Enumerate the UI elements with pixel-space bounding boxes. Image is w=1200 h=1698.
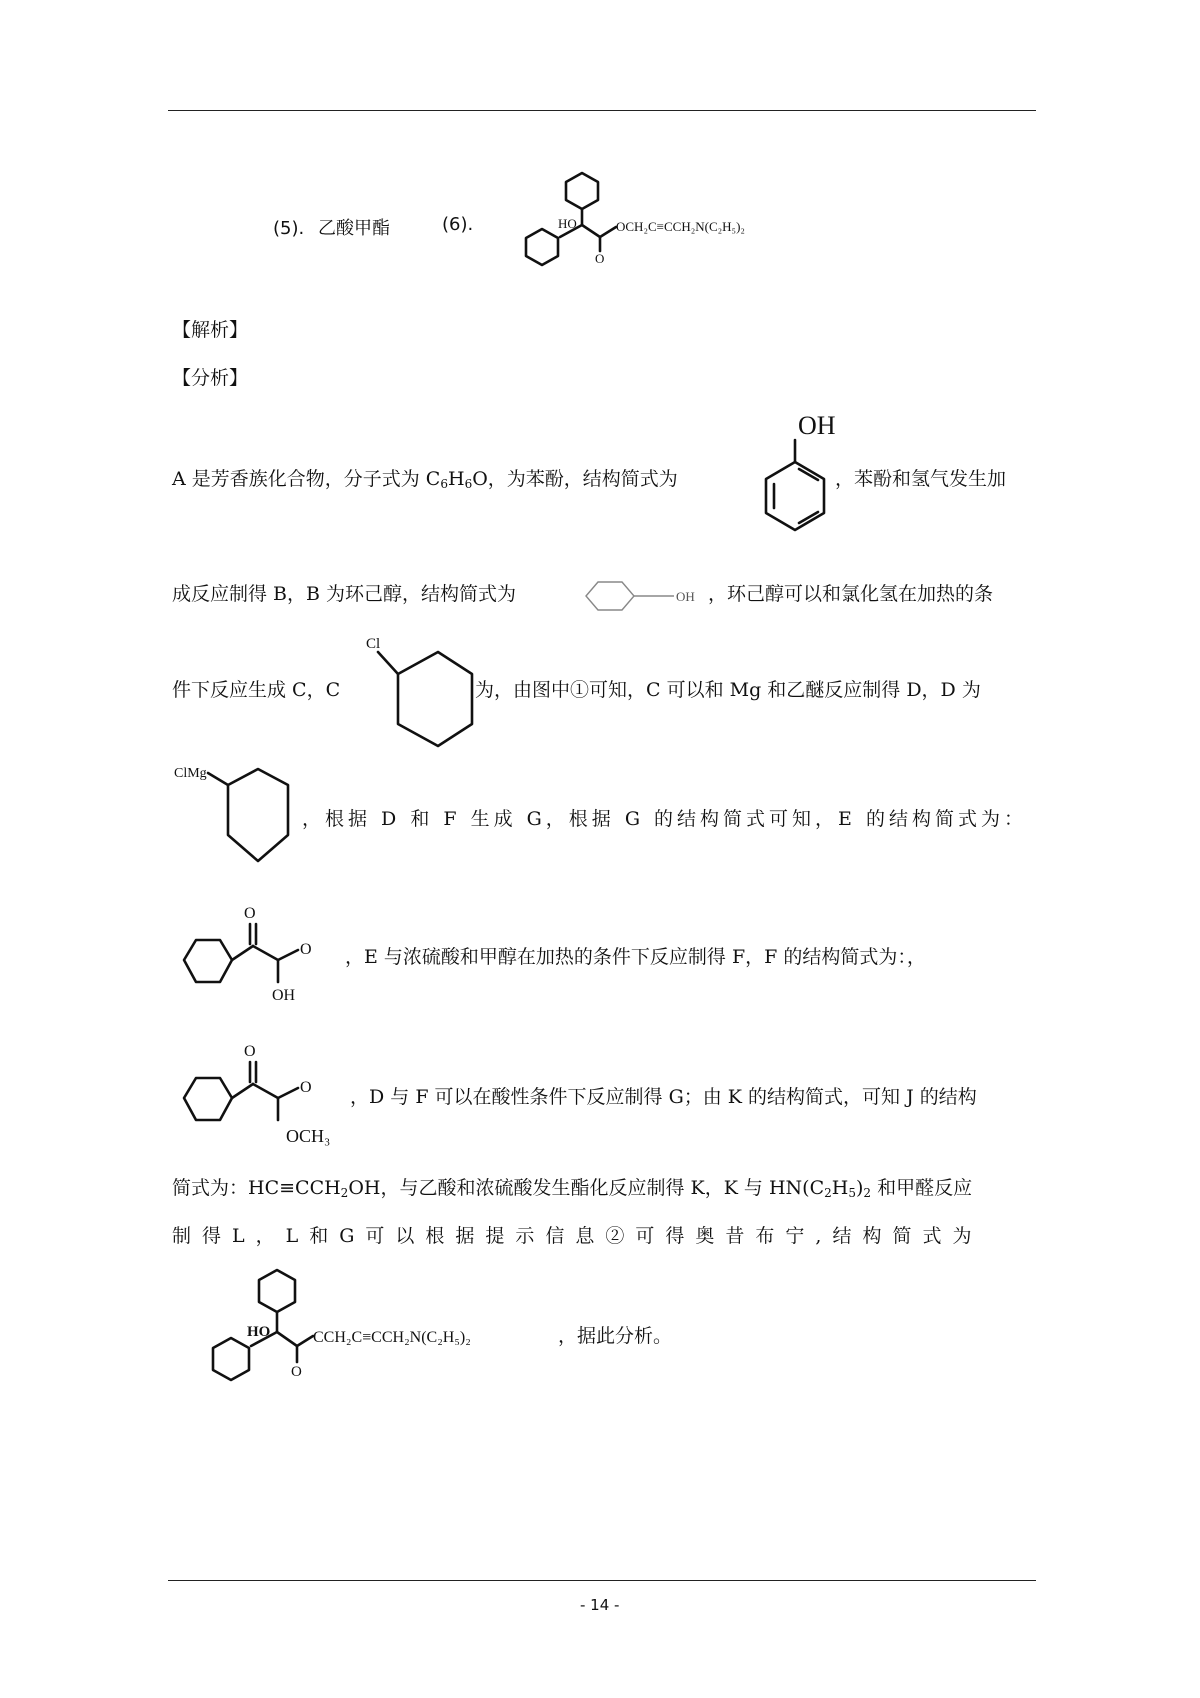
grignard-clmg: ClMg [174,766,207,781]
answer-6-o: O [595,251,605,266]
paragraph-line-2: 成反应制得 B，B 为环己醇，结构简式为 [172,583,517,605]
line-1-text-b: H [447,468,465,490]
chloro-cl: Cl [366,636,381,652]
answer-5-text: 乙酸甲酯 [317,218,390,239]
final-o: O [291,1364,302,1380]
final-ho: HO [247,1324,271,1340]
paragraph-line-9: ，据此分析。 [558,1325,673,1347]
line-1-text-c: O，为苯酚，结构简式为 [472,468,678,490]
footer-rule [168,1580,1036,1581]
line-1-sub-1: 6 [440,477,448,491]
answer-5-number: (5). [273,218,305,239]
cyclohexanol-structure [572,578,702,614]
answer-6-structure [520,165,800,285]
oxybutynin-structure [205,1262,555,1402]
answer-6-chain: OCH₂C≡CCH₂N(C₂H₅)₂ [616,219,745,234]
answer-6-ho: HO [558,216,577,231]
acid-o: O [244,905,256,922]
ester-o: O [244,1043,256,1060]
paragraph-line-6: ，D 与 F 可以在酸性条件下反应制得 G；由 K 的结构简式，可知 J 的结构 [350,1086,977,1108]
acid-o2: O [300,941,312,958]
phenol-oh: OH [798,411,836,440]
grignard-structure [172,755,302,873]
answer-6-number: (6). [442,214,474,235]
acid-oh: OH [272,987,296,1004]
line-1-sub-2: 6 [464,477,473,491]
line-7-text-a: 简式为：HC≡CCH [172,1177,341,1199]
paragraph-line-5: ，E 与浓硫酸和甲醇在加热的条件下反应制得 F，F 的结构简式为：， [345,946,926,968]
line-7-text-c: H [831,1177,849,1199]
paragraph-line-1 [172,465,678,493]
ester-structure [178,1038,358,1150]
line-7-sub-2: 2 [824,1186,832,1200]
paragraph-line-8: 制得L，L和G可以根据提示信息②可得奥昔布宁,结构简式为 [172,1225,983,1247]
paragraph-line-3-end: 为，由图中①可知，C 可以和 Mg 和乙醚反应制得 D，D 为 [475,679,981,701]
heading-jiexi: 【解析】 [172,319,249,341]
final-chain: CCH₂C≡CCH₂N(C₂H₅)₂ [313,1329,471,1346]
heading-fenxi: 【分析】 [172,367,249,389]
chlorocyclohexane-structure [360,628,480,758]
paragraph-line-2-end: ，环己醇可以和氯化氢在加热的条 [708,583,994,605]
line-1-text-a: A 是芳香族化合物，分子式为 C [172,468,441,490]
line-7-text-d: ) [855,1177,864,1199]
answer-5 [273,214,390,240]
ester-och3: OCH₃ [286,1126,331,1146]
acid-structure [178,900,338,1010]
page-number: - 14 - [580,1596,620,1614]
header-rule [168,110,1036,111]
paragraph-line-3: 件下反应生成 C，C [172,679,341,701]
line-7-text-e: 和甲醛反应 [871,1177,973,1199]
line-7-sub-1: 2 [340,1186,349,1200]
ester-o2: O [300,1079,312,1096]
cyclohexanol-oh: OH [676,589,695,604]
line-7-sub-4: 2 [863,1186,872,1200]
line-7-sub-3: 5 [848,1186,856,1200]
paragraph-line-4: ，根据 D 和 F 生成 G，根据 G 的结构简式可知，E 的结构简式为： [302,808,1027,830]
line-7-text-b: OH，与乙酸和浓硫酸发生酯化反应制得 K，K 与 HN(C [348,1177,825,1199]
paragraph-line-1-end: ，苯酚和氢气发生加 [835,468,1007,490]
paragraph-line-7 [172,1174,972,1202]
phenol-structure [748,410,838,540]
